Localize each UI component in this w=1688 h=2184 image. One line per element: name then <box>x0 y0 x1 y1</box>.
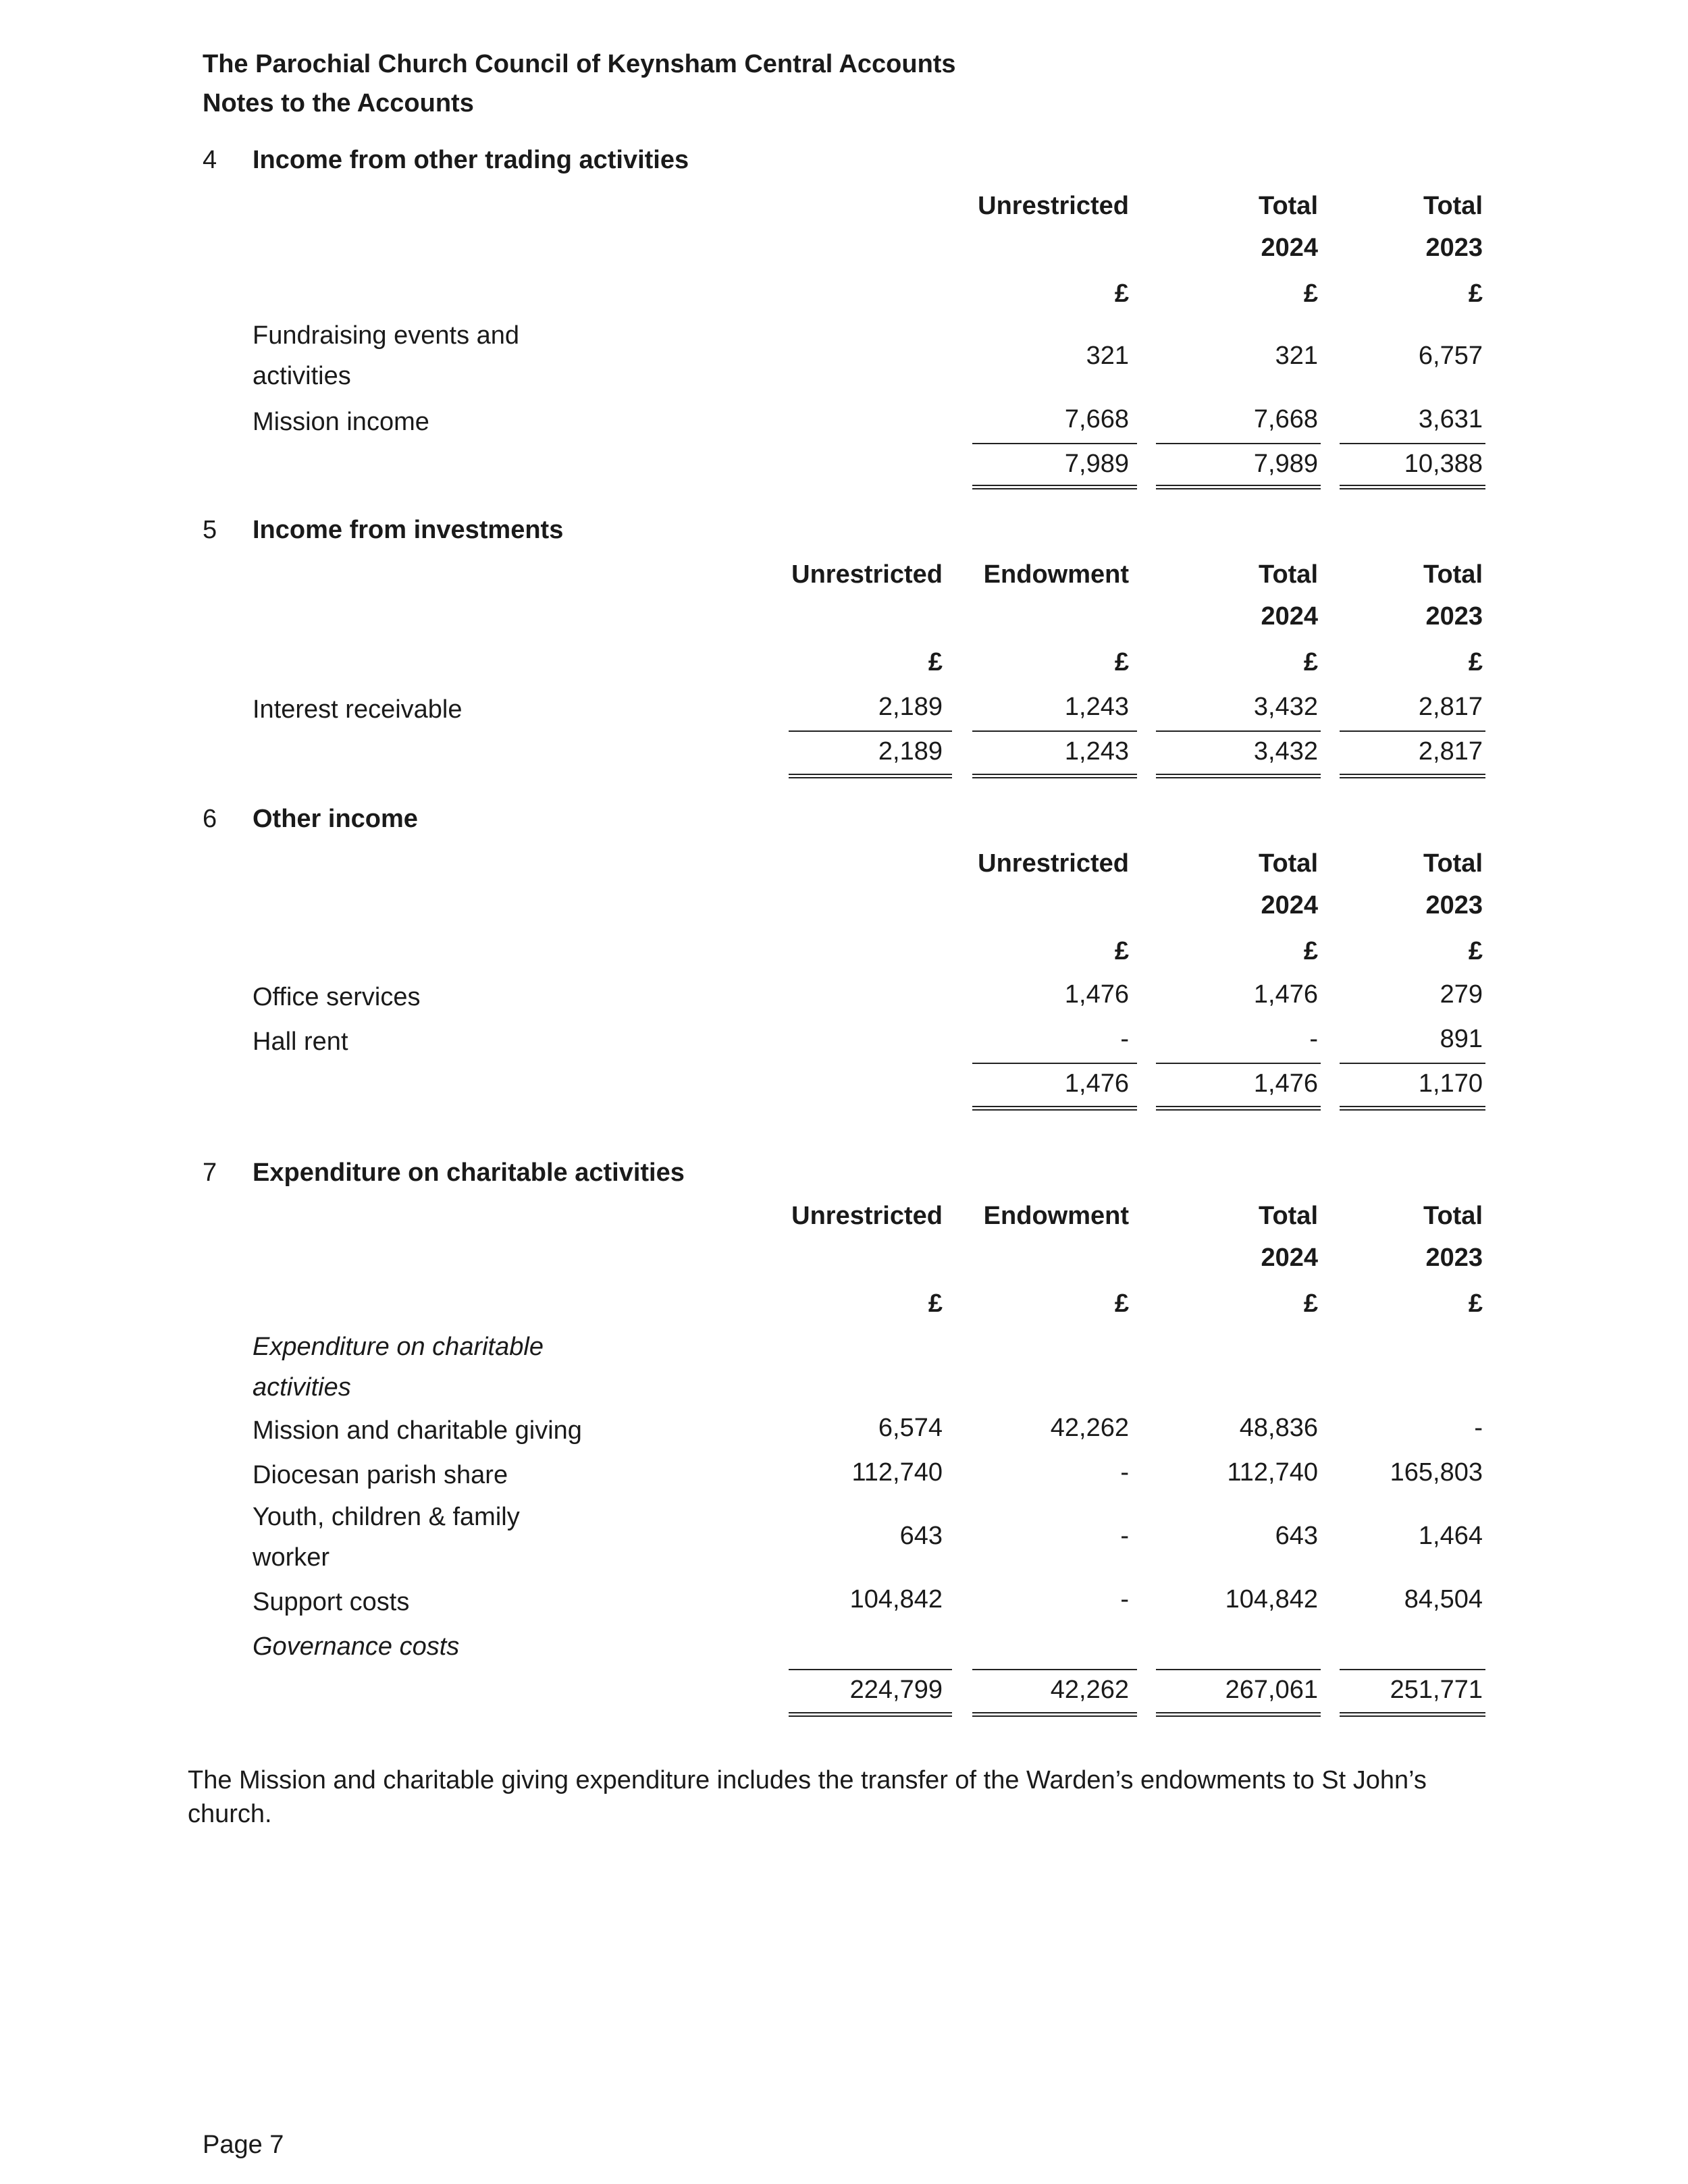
note7-currency-2024: £ <box>1303 1289 1318 1318</box>
note7-row-support-label: Support costs <box>253 1588 410 1616</box>
note4-year-2023: 2023 <box>1425 234 1483 262</box>
note5-total-endowment: 1,243 <box>1064 737 1129 766</box>
note7-row-mission-unrestricted: 6,574 <box>878 1414 943 1442</box>
note7-col-total-2023: Total <box>1423 1202 1483 1230</box>
note7-row-mission-2024: 48,836 <box>1239 1414 1318 1442</box>
note6-row-office-2023: 279 <box>1440 980 1483 1009</box>
note7-year-2024: 2024 <box>1261 1244 1318 1272</box>
note5-col-total-2024: Total <box>1259 560 1318 589</box>
note6-row-office-unrestricted: 1,476 <box>1064 980 1129 1009</box>
note5-col-unrestricted: Unrestricted <box>791 560 943 589</box>
note4-total-2024: 7,989 <box>1253 450 1318 478</box>
note7-row-mission-endowment: 42,262 <box>1050 1414 1129 1442</box>
footnote-paragraph: The Mission and charitable giving expenditure includes the transfer of the Warden’s endowments to St John’s church. <box>188 1766 1427 1828</box>
note7-row-youth-2023: 1,464 <box>1418 1522 1483 1550</box>
note6-row-hall-label: Hall rent <box>253 1028 348 1056</box>
note7-currency-2023: £ <box>1468 1289 1483 1318</box>
note5-col-total-2023: Total <box>1423 560 1483 589</box>
note4-total-2023: 10,388 <box>1404 450 1483 478</box>
note7-total-2024: 267,061 <box>1225 1676 1318 1704</box>
note5-year-2024: 2024 <box>1261 602 1318 631</box>
note6-subtotal-rule <box>1156 1063 1321 1064</box>
note7-total-unrestricted: 224,799 <box>849 1676 943 1704</box>
note7-row-support-2024: 104,842 <box>1225 1585 1318 1614</box>
note6-col-total-2024: Total <box>1259 849 1318 878</box>
note4-row-mission-2024: 7,668 <box>1253 405 1318 433</box>
note6-subtotal-rule <box>972 1063 1137 1064</box>
note5-currency-unrestricted: £ <box>928 648 943 676</box>
note4-currency-2024: £ <box>1303 279 1318 308</box>
note5-subtotal-rule <box>1340 730 1485 732</box>
note7-total-double-rule <box>789 1712 952 1717</box>
note4-currency-unrestricted: £ <box>1114 279 1129 308</box>
note6-total-2024: 1,476 <box>1253 1069 1318 1098</box>
note4-title: Income from other trading activities <box>253 146 689 174</box>
note4-total-double-rule <box>972 485 1137 489</box>
note5-total-double-rule <box>1156 774 1321 778</box>
note4-row-fundraising-label-1: Fundraising events and <box>253 321 520 350</box>
note4-row-mission-2023: 3,631 <box>1418 405 1483 433</box>
note7-row-support-2023: 84,504 <box>1404 1585 1483 1614</box>
note7-year-2023: 2023 <box>1425 1244 1483 1272</box>
note7-row-youth-unrestricted: 643 <box>899 1522 943 1550</box>
note7-row-youth-2024: 643 <box>1275 1522 1318 1550</box>
note7-row-diocesan-label: Diocesan parish share <box>253 1461 508 1489</box>
note7-col-total-2024: Total <box>1259 1202 1318 1230</box>
note6-row-hall-unrestricted: - <box>1120 1025 1129 1053</box>
note4-total-double-rule <box>1340 485 1485 489</box>
note7-row-youth-endowment: - <box>1120 1522 1129 1550</box>
note7-subtotal-rule <box>1340 1669 1485 1670</box>
note7-total-endowment: 42,262 <box>1050 1676 1129 1704</box>
note7-total-double-rule <box>972 1712 1137 1717</box>
note5-currency-2024: £ <box>1303 648 1318 676</box>
note4-col-total-2023: Total <box>1423 192 1483 220</box>
note5-total-2023: 2,817 <box>1418 737 1483 766</box>
note7-subtotal-rule <box>789 1669 952 1670</box>
note5-total-double-rule <box>972 774 1137 778</box>
note4-row-mission-unrestricted: 7,668 <box>1064 405 1129 433</box>
page-number: Page 7 <box>203 2131 284 2159</box>
note7-subheading-1: Expenditure on charitable <box>253 1333 544 1361</box>
note6-year-2023: 2023 <box>1425 891 1483 920</box>
note6-currency-2024: £ <box>1303 937 1318 965</box>
note5-row-interest-2024: 3,432 <box>1253 693 1318 721</box>
note6-col-unrestricted: Unrestricted <box>978 849 1129 878</box>
note5-row-interest-unrestricted: 2,189 <box>878 693 943 721</box>
note7-row-mission-label: Mission and charitable giving <box>253 1416 582 1445</box>
note5-total-unrestricted: 2,189 <box>878 737 943 766</box>
note7-row-support-unrestricted: 104,842 <box>849 1585 943 1614</box>
note7-subtotal-rule <box>1156 1669 1321 1670</box>
note5-row-interest-2023: 2,817 <box>1418 693 1483 721</box>
note7-row-diocesan-unrestricted: 112,740 <box>851 1458 943 1487</box>
note7-subtotal-rule <box>972 1669 1137 1670</box>
note7-total-double-rule <box>1340 1712 1485 1717</box>
note6-row-office-label: Office services <box>253 983 421 1011</box>
note7-total-2023: 251,771 <box>1390 1676 1483 1704</box>
note6-row-office-2024: 1,476 <box>1253 980 1318 1009</box>
note7-number: 7 <box>203 1158 217 1187</box>
note7-row-diocesan-2023: 165,803 <box>1390 1458 1483 1487</box>
note6-title: Other income <box>253 805 418 833</box>
note4-row-fundraising-2023: 6,757 <box>1418 342 1483 370</box>
note4-subtotal-rule <box>972 443 1137 444</box>
note7-currency-endowment: £ <box>1114 1289 1129 1318</box>
note7-col-unrestricted: Unrestricted <box>791 1202 943 1230</box>
note7-row-support-endowment: - <box>1120 1585 1129 1614</box>
note4-currency-2023: £ <box>1468 279 1483 308</box>
document-title: The Parochial Church Council of Keynsham Central Accounts <box>203 50 956 78</box>
document-subtitle: Notes to the Accounts <box>203 89 474 117</box>
note4-subtotal-rule <box>1340 443 1485 444</box>
note5-total-double-rule <box>1340 774 1485 778</box>
note5-row-interest-endowment: 1,243 <box>1064 693 1129 721</box>
note4-number: 4 <box>203 146 217 174</box>
note4-row-fundraising-label-2: activities <box>253 362 351 390</box>
note5-subtotal-rule <box>1156 730 1321 732</box>
note6-currency-unrestricted: £ <box>1114 937 1129 965</box>
note6-total-unrestricted: 1,476 <box>1064 1069 1129 1098</box>
note6-row-hall-2024: - <box>1309 1025 1318 1053</box>
note5-row-interest-label: Interest receivable <box>253 695 463 724</box>
note5-subtotal-rule <box>789 730 952 732</box>
note4-row-mission-label: Mission income <box>253 408 429 436</box>
note6-subtotal-rule <box>1340 1063 1485 1064</box>
note7-row-youth-label-1: Youth, children & family <box>253 1503 520 1531</box>
note4-total-unrestricted: 7,989 <box>1064 450 1129 478</box>
note6-col-total-2023: Total <box>1423 849 1483 878</box>
note5-subtotal-rule <box>972 730 1137 732</box>
note6-row-hall-2023: 891 <box>1440 1025 1483 1053</box>
note7-title: Expenditure on charitable activities <box>253 1158 685 1187</box>
note5-currency-2023: £ <box>1468 648 1483 676</box>
note5-year-2023: 2023 <box>1425 602 1483 631</box>
note7-subheading-2: activities <box>253 1373 351 1402</box>
note4-total-double-rule <box>1156 485 1321 489</box>
note4-col-unrestricted: Unrestricted <box>978 192 1129 220</box>
note6-total-double-rule <box>1340 1106 1485 1111</box>
note4-year-2024: 2024 <box>1261 234 1318 262</box>
note4-row-fundraising-unrestricted: 321 <box>1086 342 1129 370</box>
note7-currency-unrestricted: £ <box>928 1289 943 1318</box>
note5-currency-endowment: £ <box>1114 648 1129 676</box>
note7-row-diocesan-2024: 112,740 <box>1227 1458 1318 1487</box>
note7-col-endowment: Endowment <box>983 1202 1129 1230</box>
note6-currency-2023: £ <box>1468 937 1483 965</box>
note5-number: 5 <box>203 516 217 544</box>
note7-row-mission-2023: - <box>1474 1414 1483 1442</box>
note5-total-2024: 3,432 <box>1253 737 1318 766</box>
note6-number: 6 <box>203 805 217 833</box>
note4-col-total-2024: Total <box>1259 192 1318 220</box>
note6-total-double-rule <box>972 1106 1137 1111</box>
note7-total-double-rule <box>1156 1712 1321 1717</box>
note4-subtotal-rule <box>1156 443 1321 444</box>
note5-title: Income from investments <box>253 516 564 544</box>
note7-row-youth-label-2: worker <box>253 1543 330 1572</box>
note6-total-double-rule <box>1156 1106 1321 1111</box>
note5-col-endowment: Endowment <box>983 560 1129 589</box>
note5-total-double-rule <box>789 774 952 778</box>
note4-row-fundraising-2024: 321 <box>1275 342 1318 370</box>
note7-row-governance-label: Governance costs <box>253 1632 460 1661</box>
note6-year-2024: 2024 <box>1261 891 1318 920</box>
note6-total-2023: 1,170 <box>1418 1069 1483 1098</box>
note7-row-diocesan-endowment: - <box>1120 1458 1129 1487</box>
